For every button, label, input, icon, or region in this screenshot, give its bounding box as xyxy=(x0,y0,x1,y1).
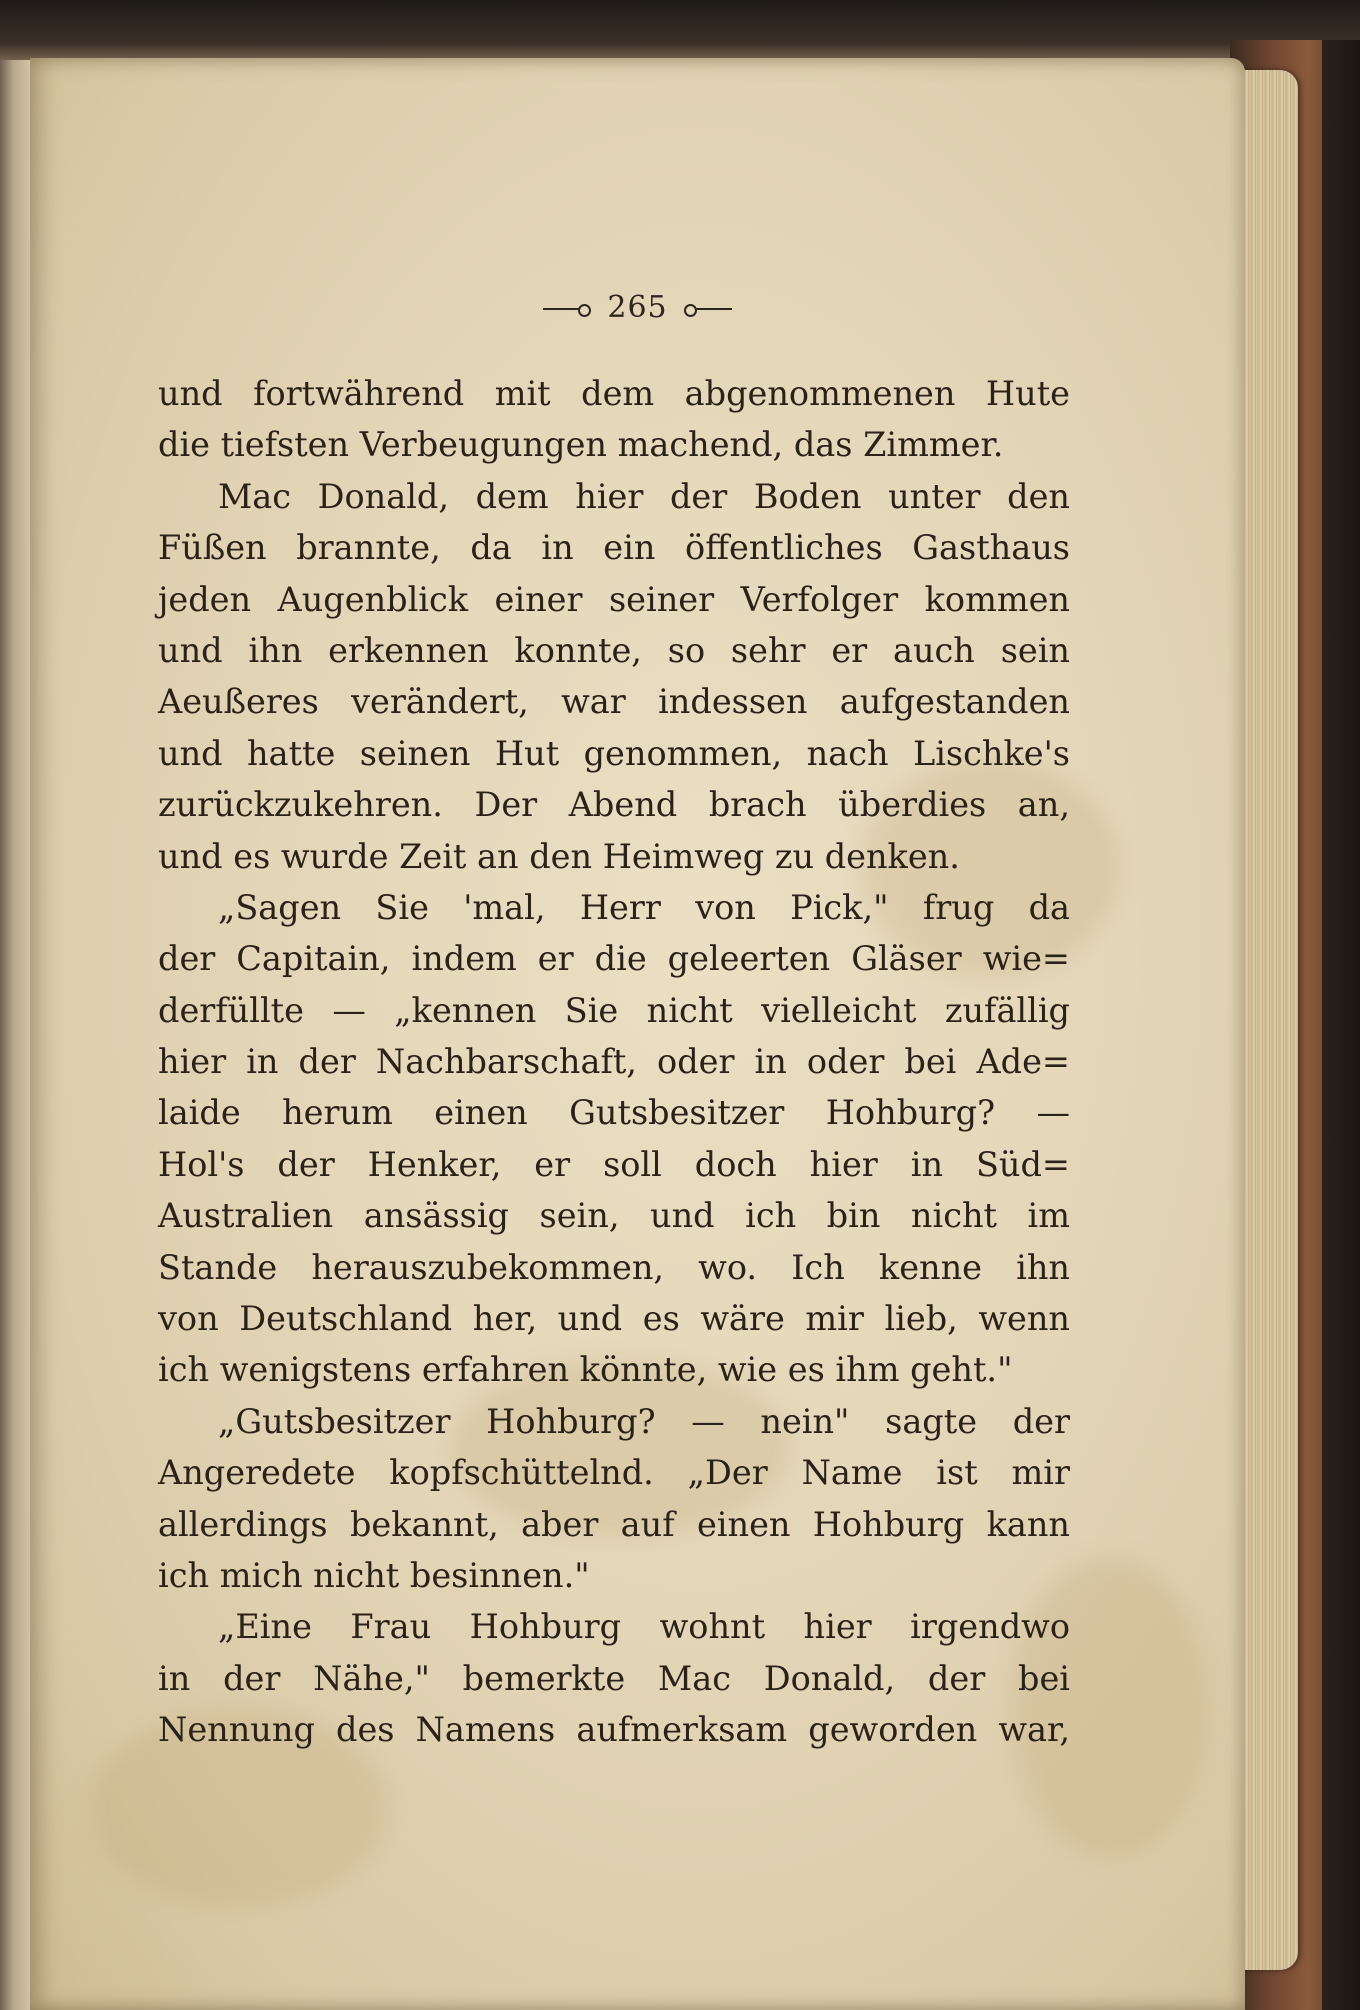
text-line: „Sagen Sie 'mal, Herr von Pick," frug da xyxy=(218,887,1070,927)
text-line: Angeredete kopfschüttelnd. „Der Name ist mir xyxy=(158,1453,1070,1493)
text-line: ich mich nicht besinnen." xyxy=(158,1555,590,1595)
text-line: von Deutschland her, und es wäre mir lieb, wenn xyxy=(158,1299,1070,1339)
text-line: derfüllte — „kennen Sie nicht vielleicht zufällig xyxy=(158,990,1070,1030)
text-line: die tiefsten Verbeugungen machend, das Zimmer. xyxy=(158,425,1004,465)
text-line: jeden Augenblick einer seiner Verfolger kommen xyxy=(158,579,1070,619)
scan-top-border xyxy=(0,0,1360,62)
text-line: allerdings bekannt, aber auf einen Hohburg kann xyxy=(158,1504,1070,1544)
left-page-edge xyxy=(0,60,34,2010)
book-page xyxy=(30,58,1245,2010)
text-line: Nennung des Namens aufmerksam geworden war, xyxy=(158,1710,1070,1750)
text-line: zurückzukehren. Der Abend brach überdies an, xyxy=(158,785,1070,825)
page-header xyxy=(30,290,1245,325)
body-text xyxy=(158,368,1070,1756)
text-line: und es wurde Zeit an den Heimweg zu denken. xyxy=(158,836,960,876)
text-line: laide herum einen Gutsbesitzer Hohburg? — xyxy=(158,1093,1070,1133)
page-number: 265 xyxy=(607,290,668,325)
text-line: Füßen brannte, da in ein öffentliches Gasthaus xyxy=(158,528,1070,568)
text-line: Hol's der Henker, er soll doch hier in Süd= xyxy=(158,1144,1070,1184)
text-line: „Eine Frau Hohburg wohnt hier irgendwo xyxy=(218,1607,1070,1647)
text-line: und ihn erkennen konnte, so sehr er auch sein xyxy=(158,630,1070,670)
text-line: Aeußeres verändert, war indessen aufgestanden xyxy=(158,682,1070,722)
text-line: der Capitain, indem er die geleerten Gläser wie= xyxy=(158,939,1070,979)
text-line: und hatte seinen Hut genommen, nach Lischke's xyxy=(158,733,1070,773)
ornament-right xyxy=(686,308,732,310)
text-line: in der Nähe," bemerkte Mac Donald, der bei xyxy=(158,1658,1070,1698)
text-line: „Gutsbesitzer Hohburg? — nein" sagte der xyxy=(218,1401,1070,1441)
text-line: und fortwährend mit dem abgenommenen Hute xyxy=(158,374,1070,413)
text-line: hier in der Nachbarschaft, oder in oder bei Ade= xyxy=(158,1042,1070,1082)
book-cover-edge xyxy=(1322,40,1360,2010)
text-line: Mac Donald, dem hier der Boden unter den xyxy=(218,476,1070,516)
text-line: Stande herauszubekommen, wo. Ich kenne ihn xyxy=(158,1247,1070,1287)
ornament-left xyxy=(543,308,589,310)
text-line: ich wenigstens erfahren könnte, wie es ihm geht." xyxy=(158,1350,1013,1390)
text-line: Australien ansässig sein, und ich bin nicht im xyxy=(158,1196,1070,1236)
